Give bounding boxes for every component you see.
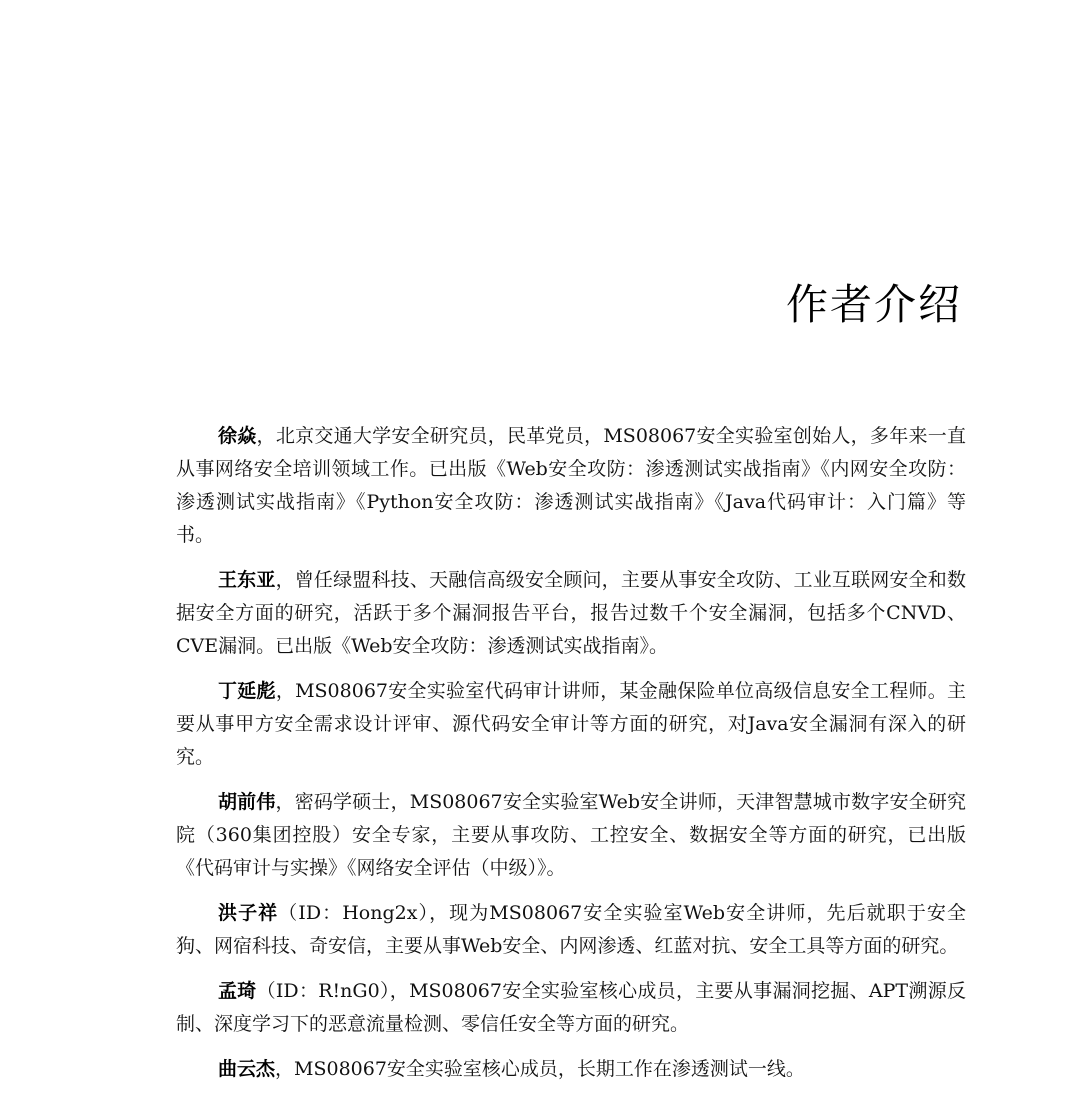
author-name: 曲云杰	[218, 1058, 276, 1080]
author-name: 洪子祥	[218, 902, 279, 924]
author-bio: ，北京交通大学安全研究员，民革党员，MS08067安全实验室创始人，多年来一直从事网络安全培训领域工作。已出版《Web安全攻防：渗透测试实战指南》《内网安全攻防：渗透测试实战指南》《Python安全攻防：渗透测试实战指南》《Java代码审计：入门篇》等书。	[176, 425, 966, 546]
author-bio: （ID：R!nG0），MS08067安全实验室核心成员，主要从事漏洞挖掘、APT溯源反制、深度学习下的恶意流量检测、零信任安全等方面的研究。	[176, 980, 966, 1035]
author-entry-hong-zixiang	[176, 897, 966, 963]
page-title: 作者介绍	[785, 280, 962, 329]
author-name: 徐焱	[218, 425, 257, 447]
author-entry-meng-qi	[176, 975, 966, 1041]
author-name: 丁延彪	[218, 680, 276, 702]
author-entry-xu-yan	[176, 420, 966, 552]
author-entry-qu-yunjie	[176, 1053, 966, 1086]
author-bio: ，MS08067安全实验室核心成员，长期工作在渗透测试一线。	[275, 1058, 805, 1080]
author-entry-ding-yanbiao	[176, 675, 966, 774]
author-name: 孟琦	[218, 980, 257, 1002]
author-name: 胡前伟	[218, 791, 276, 813]
author-bio: ，密码学硕士，MS08067安全实验室Web安全讲师，天津智慧城市数字安全研究院（360集团控股）安全专家，主要从事攻防、工控安全、数据安全等方面的研究，已出版《代码审计与实操》《网络安全评估（中级）》。	[176, 791, 966, 879]
author-bio: （ID：Hong2x），现为MS08067安全实验室Web安全讲师，先后就职于安全狗、网宿科技、奇安信，主要从事Web安全、内网渗透、红蓝对抗、安全工具等方面的研究。	[176, 902, 966, 957]
author-list	[176, 420, 966, 1098]
author-entry-hu-qianwei	[176, 786, 966, 885]
author-bio: ，曾任绿盟科技、天融信高级安全顾问，主要从事安全攻防、工业互联网安全和数据安全方面的研究，活跃于多个漏洞报告平台，报告过数千个安全漏洞，包括多个CNVD、CVE漏洞。已出版《Web安全攻防：渗透测试实战指南》。	[176, 569, 966, 657]
author-entry-wang-dongya	[176, 564, 966, 663]
author-name: 王东亚	[218, 569, 276, 591]
author-bio: ，MS08067安全实验室代码审计讲师，某金融保险单位高级信息安全工程师。主要从事甲方安全需求设计评审、源代码安全审计等方面的研究，对Java安全漏洞有深入的研究。	[176, 680, 966, 768]
